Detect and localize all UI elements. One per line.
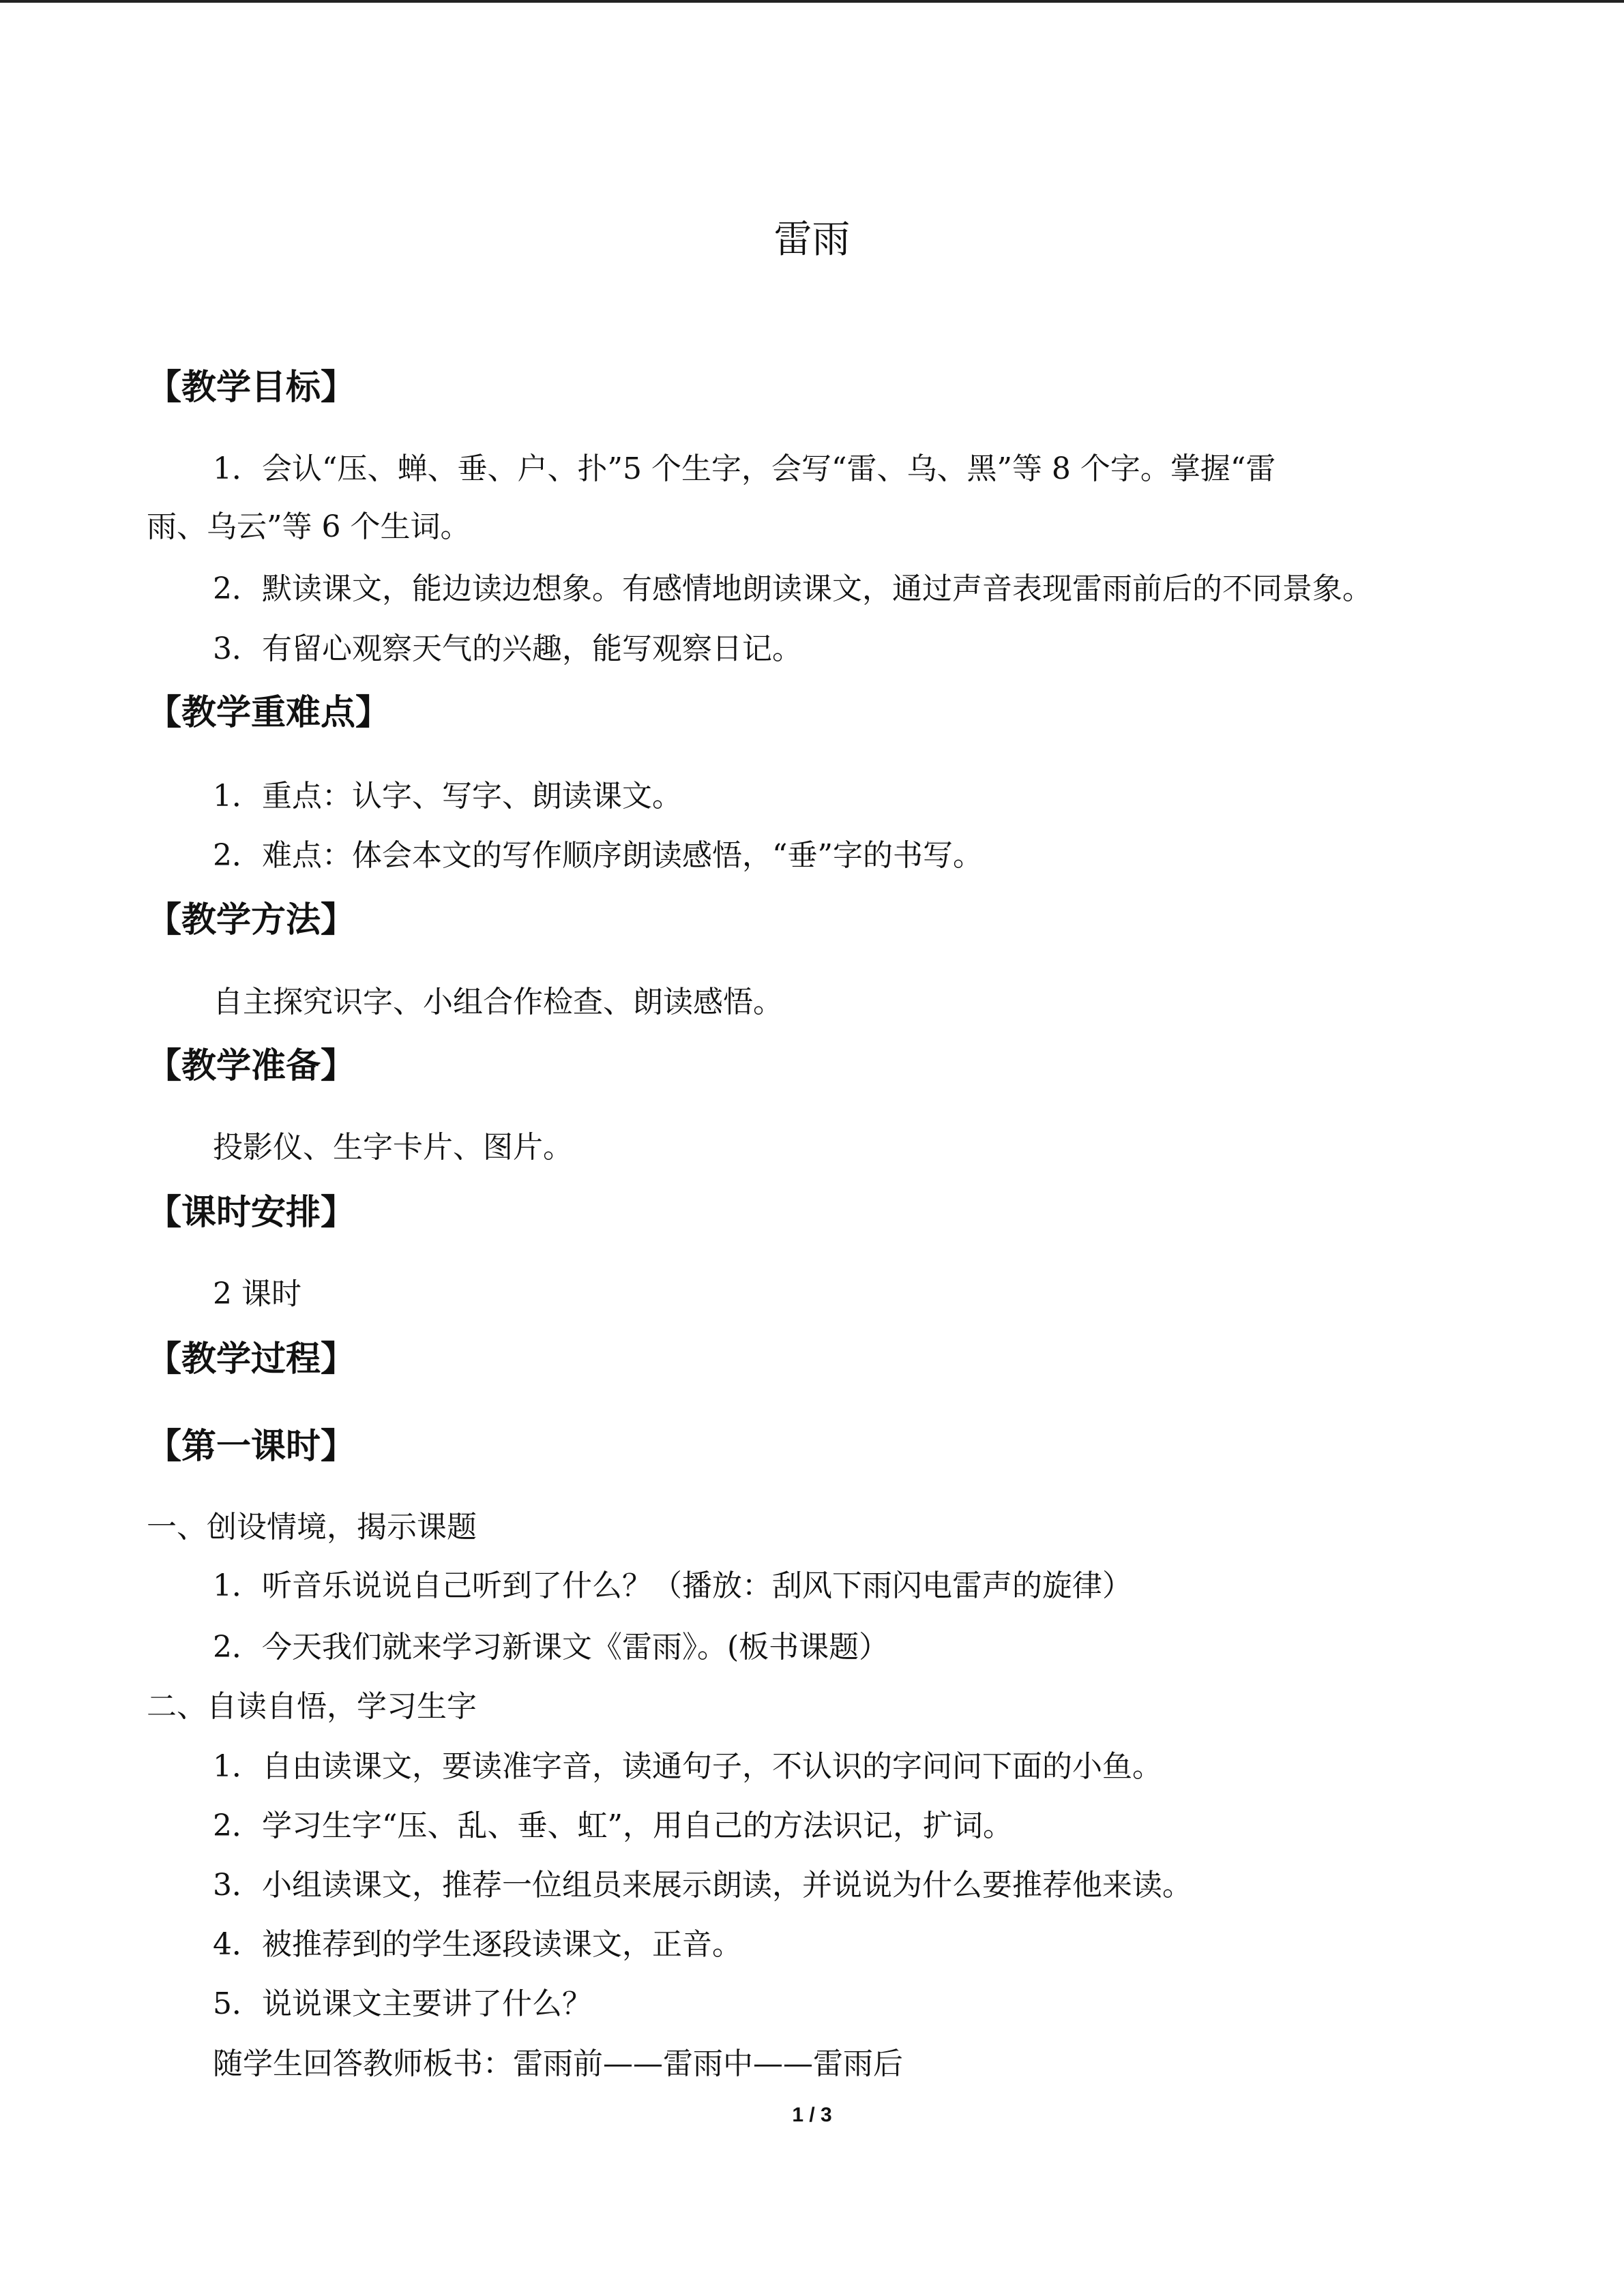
objective-item-continued: 雨、乌云”等 6 个生词。 xyxy=(147,509,471,544)
heading-process: 【教学过程】 xyxy=(147,1339,356,1380)
key-point-item: 2．难点：体会本文的写作顺序朗读感悟，“垂”字的书写。 xyxy=(213,838,983,873)
heading-methods: 【教学方法】 xyxy=(147,899,356,940)
preparation-text: 投影仪、生字卡片、图片。 xyxy=(213,1130,573,1165)
heading-lesson-one: 【第一课时】 xyxy=(147,1426,356,1467)
part-two-item: 1．自由读课文，要读准字音，读通句子，不认识的字问问下面的小鱼。 xyxy=(213,1749,1162,1784)
part-one-item: 1．听音乐说说自己听到了什么？（播放：刮风下雨闪电雷声的旋律） xyxy=(213,1568,1132,1603)
heading-key-points: 【教学重难点】 xyxy=(147,692,391,733)
key-point-item: 1．重点：认字、写字、朗读课文。 xyxy=(213,779,682,814)
heading-preparation: 【教学准备】 xyxy=(147,1045,356,1086)
objective-item: 2．默读课文，能边读边想象。有感情地朗读课文，通过声音表现雷雨前后的不同景象。 xyxy=(213,571,1372,606)
schedule-text: 2 课时 xyxy=(213,1277,301,1311)
heading-schedule: 【课时安排】 xyxy=(147,1192,356,1233)
part-one-item: 2．今天我们就来学习新课文《雷雨》。(板书课题） xyxy=(213,1630,889,1665)
part-two-title: 二、自读自悟，学习生字 xyxy=(147,1689,477,1724)
part-two-item: 3．小组读课文，推荐一位组员来展示朗读，并说说为什么要推荐他来读。 xyxy=(213,1868,1192,1903)
part-two-item: 5．说说课文主要讲了什么？ xyxy=(213,1986,592,2021)
part-two-item: 4．被推荐到的学生逐段读课文，正音。 xyxy=(213,1927,742,1962)
page-number: 1 / 3 xyxy=(792,2104,832,2126)
methods-text: 自主探究识字、小组合作检查、朗读感悟。 xyxy=(213,985,783,1019)
page-title: 雷雨 xyxy=(773,218,851,262)
objective-item: 1．会认“压、蝉、垂、户、扑”5 个生字，会写“雷、乌、黑”等 8 个字。掌握“雷 xyxy=(213,451,1276,486)
part-two-item: 2．学习生字“压、乱、垂、虹”，用自己的方法识记，扩词。 xyxy=(213,1808,1013,1843)
board-writing-note: 随学生回答教师板书：雷雨前——雷雨中——雷雨后 xyxy=(213,2046,903,2081)
heading-objectives: 【教学目标】 xyxy=(147,367,356,408)
objective-item: 3．有留心观察天气的兴趣，能写观察日记。 xyxy=(213,631,802,666)
part-one-title: 一、创设情境，揭示课题 xyxy=(147,1510,477,1545)
